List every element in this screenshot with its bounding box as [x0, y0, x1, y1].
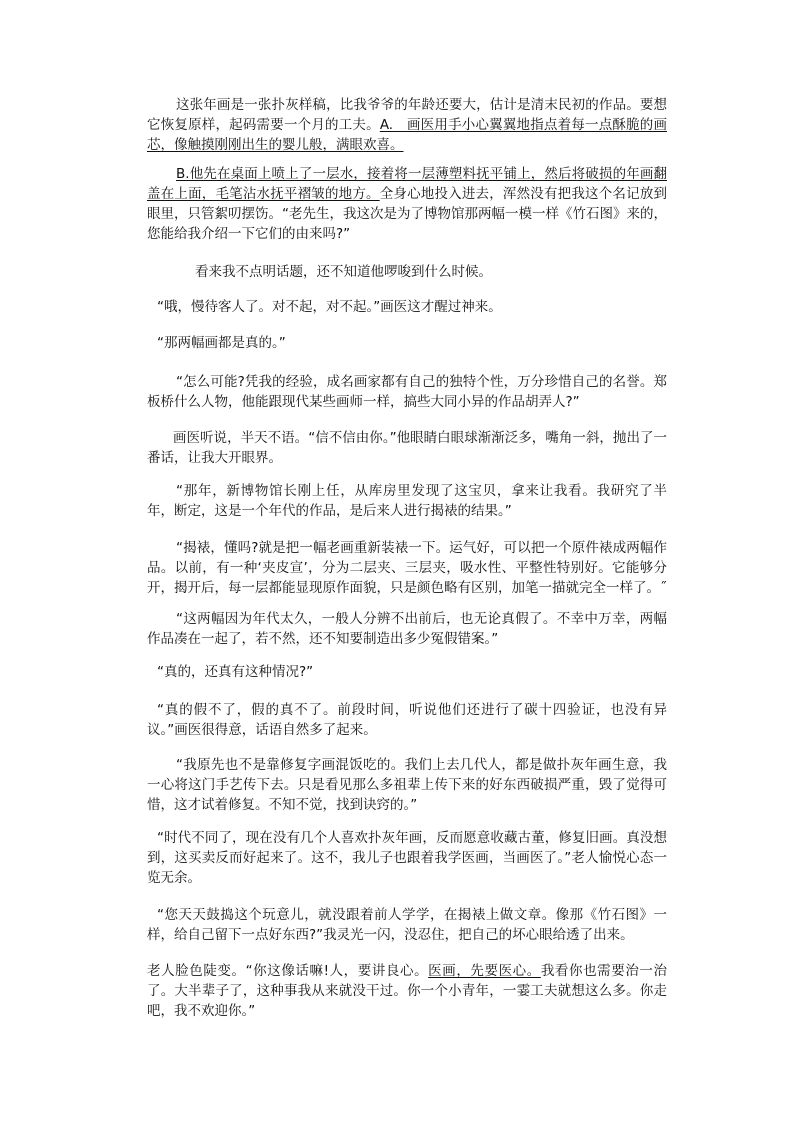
- paragraph-7: 画医听说，半天不语。“信不信由你。”他眼睛白眼球渐渐泛多，嘴角一斜，抛出了一番话，让我大开眼界。: [147, 430, 667, 466]
- paragraph-15: “您天天鼓捣这个玩意儿，就没跟着前人学学，在揭裱上做文章。像那《竹石图》一样，给自己留下一点好东西?”我灵光一闪，没忍住，把自己的坏心眼给透了出来。: [147, 907, 667, 943]
- paragraph-4: “哦，慢待客人了。对不起，对不起。”画医这才醒过神来。: [157, 299, 502, 315]
- paragraph-1: [147, 95, 667, 155]
- paragraph-6: “怎么可能?凭我的经验，成名画家都有自己的独特个性，万分珍惜自己的名誉。郑板桥什么人物，他能跟现代某些画师一样，搞些大同小异的作品胡弄人?”: [147, 374, 667, 410]
- underlined-sentence-b: B.他先在桌面上喷上了一层水，接着将一层薄塑料抚平铺上，然后将破损的年画翻盖在上面，毛笔沾水抚平褶皱的地方。: [147, 166, 667, 202]
- paragraph-16-tail: 我看你也需要治一治了。大半辈子了，这种事我从来就没干过。你一个小青年，一霎工夫就想这么多。你走吧，我不欢迎你。”: [147, 963, 668, 1019]
- paragraph-9: “揭裱，懂吗?就是把一幅老画重新装裱一下。运气好，可以把一个原件裱成两幅作品。以前，有一种‘夹皮宣’，分为二层夹、三层夹，吸水性、平整性特别好。它能够分开，揭开后，每一层都能显现原作面貌，只是颜色略有区别，加笔一描就完全一样了。˝: [147, 540, 667, 596]
- paragraph-8: “那年，新博物馆长刚上任，从库房里发现了这宝贝，拿来让我看。我研究了半年，断定，这是一个年代的作品，是后来人进行揭裱的结果。”: [147, 483, 667, 519]
- paragraph-12: “真的假不了，假的真不了。前段时间，听说他们还进行了碳十四验证，也没有异议。”画医很得意，话语自然多了起来。: [147, 702, 667, 738]
- underlined-sentence-a: A. 画医用手小心翼翼地指点着每一点酥脆的画芯，像触摸刚刚出生的婴儿般，满眼欢喜。: [147, 117, 667, 153]
- paragraph-10: “这两幅因为年代太久，一般人分辨不出前后，也无论真假了。不幸中万幸，两幅作品凑在一起了，若不然，还不知要制造出多少冤假错案。”: [147, 611, 667, 647]
- paragraph-16: [147, 961, 667, 1021]
- underlined-phrase: 医画，先要医心。: [428, 963, 541, 979]
- paragraph-13: “我原先也不是靠修复字画混饭吃的。我们上去几代人，都是做扑灰年画生意，我一心将这门手艺传下去。只是看见那么多祖辈上传下来的好东西破损严重，毁了觉得可惜，这才试着修复。不知不觉，找到诀窍的。”: [147, 757, 667, 813]
- paragraph-1-text: 这张年画是一张扑灰样稿，比我爷爷的年龄还要大，估计是清末民初的作品。要想它恢复原样，起码需要一个月的工夫。: [147, 97, 667, 133]
- paragraph-2-tail: 全身心地投入进去，浑然没有把我这个名记放到眼里，只管絮叨摆饬。“老先生，我这次是为了博物馆那两幅一模一样《竹石图》来的，您能给我介绍一下它们的由来吗?”: [147, 186, 668, 242]
- paragraph-2: [147, 164, 667, 244]
- paragraph-14: “时代不同了，现在没有几个人喜欢扑灰年画，反而愿意收藏古董，修复旧画。真没想到，这买卖反而好起来了。这不，我儿子也跟着我学医画，当画医了。”老人愉悦心态一览无余。: [147, 830, 667, 886]
- paragraph-5: “那两幅画都是真的。”: [157, 335, 286, 351]
- paragraph-3: 看来我不点明话题，还不知道他啰唆到什么时候。: [195, 264, 492, 280]
- paragraph-11: “真的，还真有这种情况?”: [157, 664, 314, 680]
- paragraph-16-head: 老人脸色陡变。“你这像话嘛!人，要讲良心。: [147, 963, 429, 979]
